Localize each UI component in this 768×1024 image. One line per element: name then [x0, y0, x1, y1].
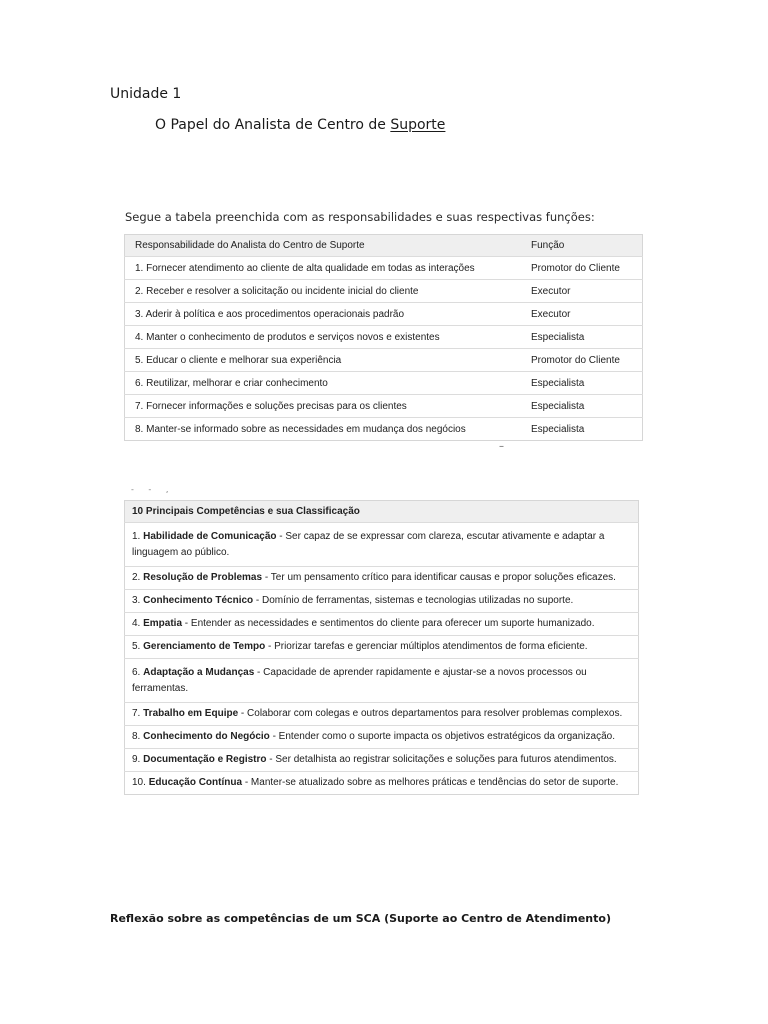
- table-row: [125, 257, 643, 280]
- competency-description: - Capacidade de aprender rapidamente e ajustar-se a novos processos ou ferramentas.: [132, 666, 587, 694]
- table-row: [125, 590, 639, 613]
- table-row: [125, 326, 643, 349]
- competency-number: 5.: [132, 641, 141, 652]
- competency-cell: [125, 726, 639, 749]
- table-row: [125, 372, 643, 395]
- responsibilities-table: [124, 234, 643, 441]
- competencies-header: 10 Principais Competências e sua Classificação: [125, 501, 639, 523]
- function-cell: Executor: [524, 303, 643, 326]
- competency-cell: [125, 749, 639, 772]
- responsibility-cell: 8. Manter-se informado sobre as necessidades em mudança dos negócios: [135, 423, 466, 435]
- table-row: [125, 567, 639, 590]
- competency-cell: [125, 590, 639, 613]
- competency-description: - Ter um pensamento crítico para identificar causas e propor soluções eficazes.: [262, 572, 616, 583]
- competency-number: 10.: [132, 777, 146, 788]
- competency-name: Gerenciamento de Tempo: [143, 641, 266, 652]
- competency-name: Resolução de Problemas: [143, 572, 263, 583]
- responsibility-cell: 4. Manter o conhecimento de produtos e serviços novos e existentes: [125, 326, 525, 349]
- competency-number: 4.: [132, 618, 141, 629]
- competency-description: - Priorizar tarefas e gerenciar múltiplos atendimentos de forma eficiente.: [265, 641, 588, 652]
- column-header-function: Função: [524, 235, 643, 257]
- table-row: [125, 418, 643, 441]
- document-title: [155, 117, 445, 133]
- cropped-text-fragment: - - ,: [131, 485, 175, 494]
- function-cell: Especialista: [524, 326, 643, 349]
- responsibility-cell: 1. Fornecer atendimento ao cliente de alta qualidade em todas as interações: [125, 257, 525, 280]
- competency-name: Conhecimento do Negócio: [143, 731, 270, 742]
- table-row: [125, 703, 639, 726]
- competency-cell: [125, 703, 639, 726]
- competency-description: - Manter-se atualizado sobre as melhores práticas e tendências do setor de suporte.: [242, 777, 619, 788]
- table-row: [125, 726, 639, 749]
- table-row: [125, 613, 639, 636]
- competency-name: Habilidade de Comunicação: [143, 530, 277, 542]
- responsibility-cell: 3. Aderir à política e aos procedimentos operacionais padrão: [125, 303, 525, 326]
- competency-cell: [125, 567, 639, 590]
- competency-number: 8.: [132, 731, 141, 742]
- unit-heading: Unidade 1: [110, 86, 182, 102]
- responsibility-cell: 7. Fornecer informações e soluções precisas para os clientes: [125, 395, 525, 418]
- table-row: [125, 749, 639, 772]
- competency-number: 2.: [132, 572, 141, 583]
- competency-cell: [125, 772, 639, 795]
- competency-name: Documentação e Registro: [143, 754, 267, 765]
- function-cell: Especialista: [524, 395, 643, 418]
- competency-number: 7.: [132, 708, 141, 719]
- competency-number: 9.: [132, 754, 141, 765]
- competency-description: - Ser capaz de se expressar com clareza, escutar ativamente e adaptar a linguagem ao público.: [132, 530, 605, 558]
- competency-description: - Colaborar com colegas e outros departamentos para resolver problemas complexos.: [238, 708, 623, 719]
- column-header-responsibility: Responsabilidade do Analista do Centro de Suporte: [125, 235, 525, 257]
- function-cell: Executor: [524, 280, 643, 303]
- function-cell: Especialista: [524, 372, 643, 395]
- stray-dash: –: [499, 441, 504, 452]
- responsibility-cell: 2. Receber e resolver a solicitação ou incidente inicial do cliente: [125, 280, 525, 303]
- function-cell: Promotor do Cliente: [524, 257, 643, 280]
- table-row: [125, 659, 639, 703]
- table-header-row: [125, 235, 643, 257]
- competency-name: Empatia: [143, 618, 183, 629]
- table-row: [125, 303, 643, 326]
- competency-description: - Entender as necessidades e sentimentos do cliente para oferecer um suporte humanizado.: [182, 618, 595, 629]
- competencies-table: [124, 500, 639, 795]
- competency-cell: [125, 523, 639, 567]
- title-prefix: O Papel do Analista de Centro de: [155, 117, 391, 133]
- competency-cell: [125, 613, 639, 636]
- competency-description: - Domínio de ferramentas, sistemas e tecnologias utilizadas no suporte.: [253, 595, 574, 606]
- function-cell: Especialista: [531, 423, 585, 435]
- table-row: [125, 395, 643, 418]
- competency-cell: [125, 659, 639, 703]
- table-row: [125, 349, 643, 372]
- table-row: [125, 636, 639, 659]
- competency-number: 1.: [132, 530, 141, 542]
- competency-cell: [125, 636, 639, 659]
- responsibility-cell: 5. Educar o cliente e melhorar sua experiência: [125, 349, 525, 372]
- competency-description: - Entender como o suporte impacta os objetivos estratégicos da organização.: [269, 731, 615, 742]
- intro-text: Segue a tabela preenchida com as responsabilidades e suas respectivas funções:: [125, 210, 595, 224]
- table-row: [125, 280, 643, 303]
- table-row: [125, 772, 639, 795]
- competency-name: Conhecimento Técnico: [143, 595, 254, 606]
- table-row: [125, 523, 639, 567]
- reflection-heading: Reflexão sobre as competências de um SCA (Suporte ao Centro de Atendimento): [110, 912, 611, 925]
- competency-name: Adaptação a Mudanças: [143, 666, 255, 678]
- competency-number: 6.: [132, 666, 141, 678]
- competency-name: Educação Contínua: [148, 777, 243, 788]
- competency-number: 3.: [132, 595, 141, 606]
- responsibility-cell: 6. Reutilizar, melhorar e criar conhecimento: [125, 372, 525, 395]
- function-cell: Promotor do Cliente: [524, 349, 643, 372]
- competency-description: - Ser detalhista ao registrar solicitações e soluções para futuros atendimentos.: [266, 754, 617, 765]
- competency-name: Trabalho em Equipe: [143, 708, 239, 719]
- table-header-row: [125, 501, 639, 523]
- title-underlined-word: Suporte: [390, 117, 446, 133]
